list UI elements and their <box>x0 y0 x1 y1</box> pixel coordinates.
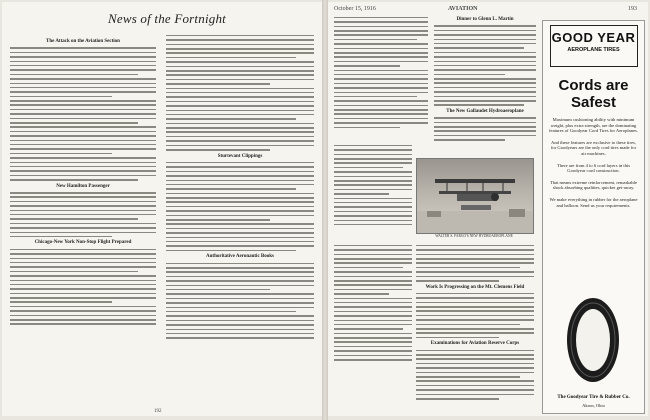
ad-paragraph: There are from 4 to 6 cord layers in this Goodyear cord construction. <box>556 162 631 174</box>
goodyear-advertisement <box>542 20 645 414</box>
company-city: Akron, Ohio <box>582 403 605 408</box>
article-heading: Dinner to Glenn L. Martin <box>456 17 514 22</box>
photo-caption: WALTER S. FARGO'S NEW HYDROAEROPLANE <box>435 234 513 238</box>
ad-paragraph: And these features are exclusive to these tires, for Goodyears are the only cord tires made for air machines. <box>550 139 637 156</box>
article-heading: New Hamilton Passenger <box>56 183 110 189</box>
left-column-1 <box>10 36 156 328</box>
article-heading: Chicago-New York Non-Stop Flight Prepared <box>34 240 132 246</box>
ad-paragraph: That means extreme reinforcement, remarkable shock absorbing qualities, quicker get-away. <box>549 179 638 191</box>
right-column-1-bottom <box>334 242 412 363</box>
goodyear-logo <box>550 25 638 67</box>
left-page <box>2 2 322 416</box>
page-title: News of the Fortnight <box>108 11 226 26</box>
ad-paragraph: Maximum cushioning ability with minimum weight, plus extra strength, are the dominating features of Goodyear Cord Tires for Aeroplanes. <box>549 117 638 134</box>
right-column-1 <box>334 14 428 131</box>
left-column-2 <box>166 32 314 342</box>
article-heading: Work Is Progressing on the Mt. Clemens Field <box>425 284 525 290</box>
aeroplane-photo <box>416 158 534 234</box>
right-page <box>328 2 648 416</box>
brand-name: GOOD YEAR <box>551 30 636 45</box>
article-heading: Authoritative Aeronautic Books <box>206 254 274 260</box>
tire-icon <box>563 295 623 385</box>
ad-paragraph: We make everything in rubber for the aeroplane and balloon. Send us your requirements. <box>549 196 638 208</box>
article-heading: The Attack on the Aviation Section <box>46 39 120 44</box>
article-heading: Examinations for Aviation Reserve Corps <box>430 341 520 347</box>
right-column-2-lower <box>416 242 534 402</box>
right-column-2 <box>434 14 536 144</box>
ad-tagline: AEROPLANE TIRES <box>567 47 620 53</box>
company-name: The Goodyear Tire & Rubber Co. <box>557 395 630 400</box>
right-column-1-lower <box>334 142 412 228</box>
page-number: 192 <box>154 409 162 414</box>
page-number: 193 <box>628 6 637 12</box>
issue-date: October 15, 1916 <box>334 6 376 12</box>
magazine-name: AVIATION <box>448 6 478 12</box>
article-heading: The New Gallaudet Hydroaeroplane <box>446 108 524 114</box>
ad-headline: Cords are Safest <box>558 77 629 111</box>
article-heading: Sturtevant Clippings <box>217 153 263 159</box>
